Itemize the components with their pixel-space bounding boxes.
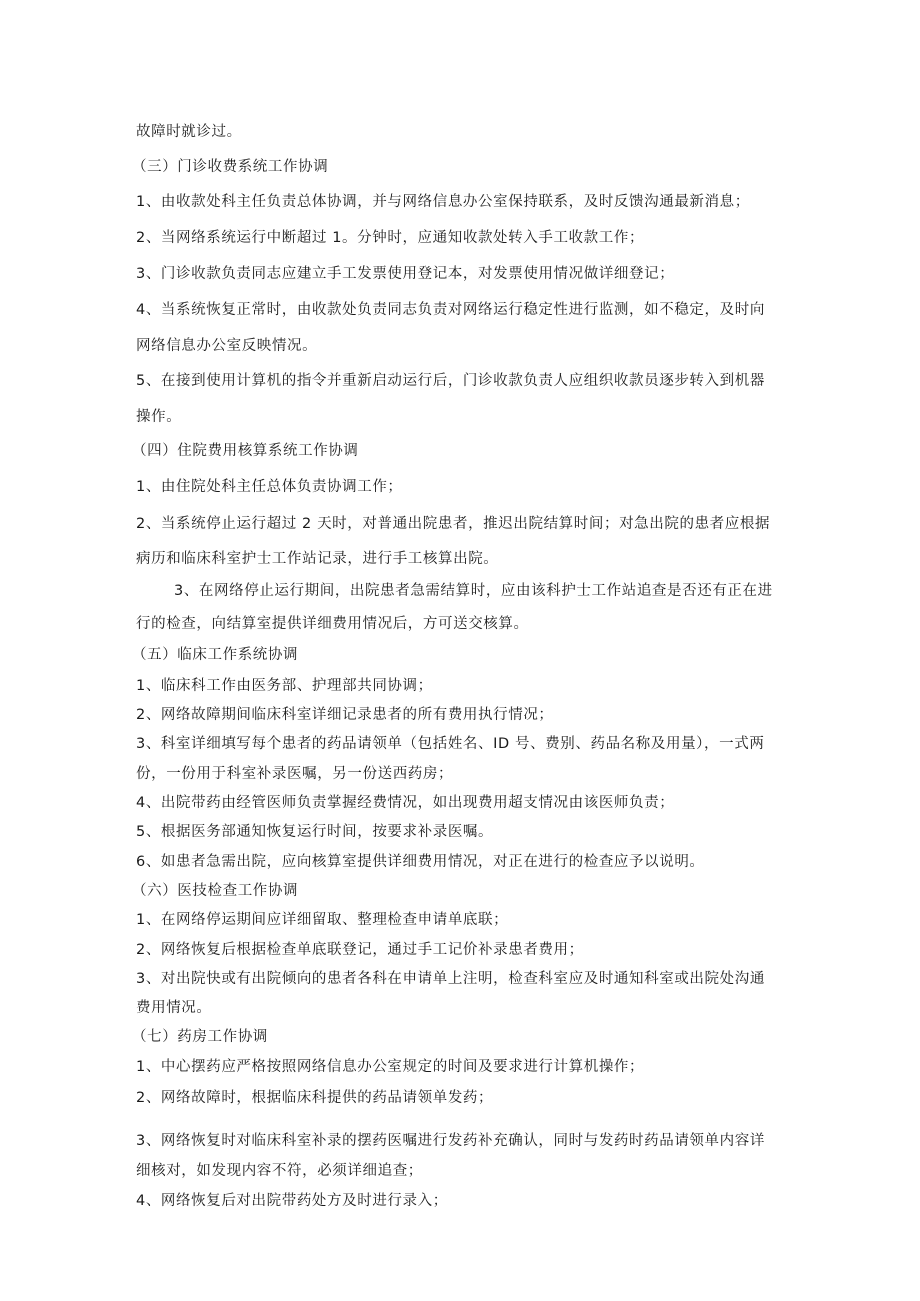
text-line: 网络信息办公室反映情况。: [136, 338, 318, 354]
text-line: 3、科室详细填写每个患者的药品请领单（包括姓名、ID 号、费别、药品名称及用量），一式两: [136, 736, 765, 752]
text-line: 5、在接到使用计算机的指令并重新启动运行后，门诊收款负责人应组织收款员逐步转入到机器: [136, 373, 765, 389]
text-line: 2、当系统停止运行超过 2 天时，对普通出院患者，推迟出院结算时间；对急出院的患者应根据: [136, 516, 771, 532]
section-heading-3: （三）门诊收费系统工作协调: [132, 159, 329, 175]
text-line: 4、当系统恢复正常时，由收款处负责同志负责对网络运行稳定性进行监测，如不稳定，及时向: [136, 302, 765, 318]
text-line: 3、在网络停止运行期间，出院患者急需结算时，应由该科护士工作站追查是否还有正在进: [174, 583, 773, 599]
text-line: 1、由住院处科主任总体负责协调工作；: [136, 479, 403, 495]
text-line: 细核对，如发现内容不符，必须详细追查；: [136, 1163, 423, 1179]
text-line: 1、中心摆药应严格按照网络信息办公室规定的时间及要求进行计算机操作；: [136, 1059, 645, 1075]
text-line: 1、在网络停运期间应详细留取、整理检查申请单底联；: [136, 912, 509, 928]
text-line: 操作。: [136, 409, 182, 425]
section-heading-7: （七）药房工作协调: [132, 1029, 268, 1045]
text-line: 3、对出院快或有出院倾向的患者各科在申请单上注明，检查科室应及时通知科室或出院处沟通: [136, 971, 765, 987]
section-heading-4: （四）住院费用核算系统工作协调: [132, 443, 359, 459]
text-line: 3、网络恢复时对临床科室补录的摆药医嘱进行发药补充确认，同时与发药时药品请领单内容详: [136, 1133, 765, 1149]
text-line: 4、网络恢复后对出院带药处方及时进行录入；: [136, 1193, 448, 1209]
text-line: 2、网络恢复后根据检查单底联登记，通过手工记价补录患者费用；: [136, 942, 584, 958]
text-line: 2、网络故障时，根据临床科提供的药品请领单发药；: [136, 1090, 494, 1106]
section-heading-6: （六）医技检查工作协调: [132, 883, 299, 899]
section-heading-5: （五）临床工作系统协调: [132, 647, 299, 663]
text-line: 费用情况。: [136, 1000, 212, 1016]
text-line: 1、临床科工作由医务部、护理部共同协调；: [136, 678, 433, 694]
text-line: 故障时就诊过。: [136, 124, 242, 140]
text-line: 病历和临床科室护士工作站记录，进行手工核算出院。: [136, 551, 499, 567]
text-line: 行的检查，向结算室提供详细费用情况后，方可送交核算。: [136, 616, 529, 632]
text-line: 4、出院带药由经管医师负责掌握经费情况，如出现费用超支情况由该医师负责；: [136, 795, 675, 811]
text-line: 2、当网络系统运行中断超过 1。分钟时，应通知收款处转入手工收款工作；: [136, 230, 645, 246]
text-line: 1、由收款处科主任负责总体协调，并与网络信息办公室保持联系，及时反馈沟通最新消息；: [136, 194, 750, 210]
text-line: 5、根据医务部通知恢复运行时间，按要求补录医嘱。: [136, 824, 494, 840]
text-line: 3、门诊收款负责同志应建立手工发票使用登记本，对发票使用情况做详细登记；: [136, 266, 675, 282]
text-line: 2、网络故障期间临床科室详细记录患者的所有费用执行情况；: [136, 707, 554, 723]
text-line: 份，一份用于科室补录医嘱，另一份送西药房；: [136, 766, 454, 782]
text-line: 6、如患者急需出院，应向核算室提供详细费用情况，对正在进行的检查应予以说明。: [136, 854, 705, 870]
